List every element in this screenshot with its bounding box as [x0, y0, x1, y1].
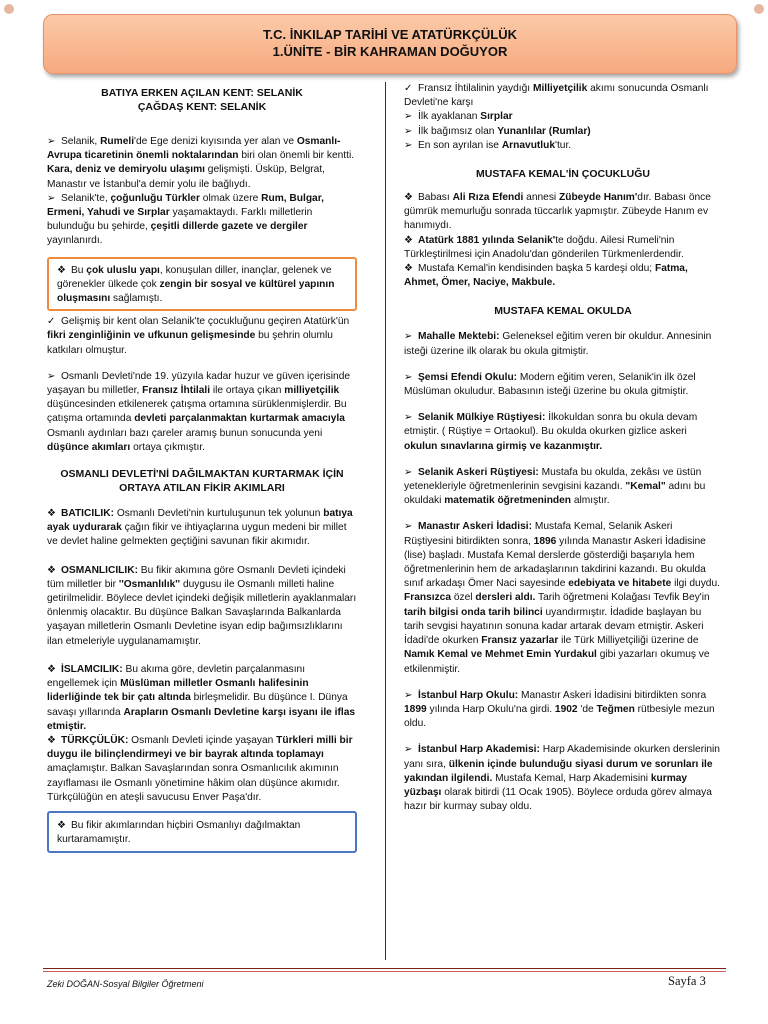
diamond-bullet-icon: ❖	[404, 192, 414, 204]
diamond-bullet-icon: ❖	[57, 264, 67, 276]
paragraph: ➢ Selanik'te, çoğunluğu Türkler olmak üzere Rum, Bulgar, Ermeni, Yahudi ve Sırplar yaşamaktaydı. Farklı milletlerin bulunduğu bu şehirde, çeşitli dillerde gazete ve dergiler yayınlanırdı.	[47, 192, 324, 247]
section-heading: ÇAĞDAŞ KENT: SELANİK	[137, 101, 267, 113]
paragraph: ❖ OSMANLICILIK: Bu fikir akımına göre Osmanlı Devleti içindeki tüm milletler bir ''Osmanlılık'' duygusu ile Osmanlı milleti haline getirilmelidir. Böylece devlet içindeki değişik milletlerin ayaklanmaları önlenmiş olacaktır. Bu düşünce Balkan Savaşlarında Balkanlarda yaşayan milletlerin Osmanlı Devletine isyan edip bağımsızlıklarını ilan etmeleriyle uygulanamamıştır.	[47, 564, 357, 647]
arrow-bullet-icon: ➢	[47, 192, 56, 204]
paragraph: ➢ Manastır Askeri İdadisi: Mustafa Kemal, Selanik Askeri Rüştiyesini bitirdikten sonra, 1896 yılında Manastır Askeri İdadisine (lise) başladı. Mustafa Kemal derslerde gösterdiği başarıyla hem öğretmenlerinin hem de arkadaşlarının takdirini kazandı. Bu okulda sınıf arkadaşı Ömer Naci sayesinde edebiyata ve hitabete ilgi duydu. Fransızca özel dersleri aldı. Tarih öğretmeni Kolağası Tevfik Bey'in tarih bilgisi onda tarih bilinci uyandırmıştır. İdadide başlayan bu tarih sevgisi hayatının sonuna kadar artarak devam etmiştir. Askeri İdadi'de okurken Fransız yazarlar ile Türk Milliyetçiliği üzerine de Namık Kemal ve Mehmet Emin Yurdakul gibi yazarları okumuş ve etkilenmiştir.	[404, 521, 720, 675]
paragraph: ❖ Babası Ali Rıza Efendi annesi Zübeyde Hanım'dır. Babası önce gümrük memurluğu sonrada tüccarlık yapmıştır. Zübeyde Hanım ev hanımıydı.	[404, 192, 711, 232]
paragraph: ➢ Mahalle Mektebi: Geleneksel eğitim veren bir okuldur. Annesinin isteği üzerine ilk olarak bu okula gitmiştir.	[404, 331, 712, 357]
paragraph: ❖ Mustafa Kemal'in kendisinden başka 5 kardeşi oldu; Fatma, Ahmet, Ömer, Naciye, Makbule.	[404, 263, 688, 289]
diamond-bullet-icon: ❖	[57, 819, 67, 831]
footer-rule	[43, 968, 726, 969]
page-number: Sayfa 3	[668, 974, 706, 988]
diamond-bullet-icon: ❖	[47, 734, 57, 746]
paragraph: ➢ Şemsi Efendi Okulu: Modern eğitim veren, Selanik'in ilk özel Müslüman okuludur. Babasının isteği üzerine bu okula gitmiştir.	[404, 371, 696, 398]
paragraph: ❖ Atatürk 1881 yılında Selanik'te doğdu. Ailesi Rumeli'nin Türkleştirilmesi için Anadolu'dan gönderilen Türkmenlerdendir.	[404, 234, 684, 260]
arrow-bullet-icon: ➢	[404, 331, 413, 343]
arrow-bullet-icon: ➢	[404, 521, 413, 533]
paragraph: ❖ Bu fikir akımlarından hiçbiri Osmanlıyı dağılmaktan kurtaramamıştır.	[57, 819, 301, 846]
diamond-bullet-icon: ❖	[47, 508, 57, 520]
paragraph: ❖ İSLAMCILIK: Bu akıma göre, devletin parçalanmasını engellemek için Müslüman milletler Osmanlı halifesinin liderliğinde tek bir çatı altında birleşmelidir. Bu düşünce I. Dünya savaşı yıllarında Arapların Osmanlı Devletine karşı isyanı ile iflas etmiştir.	[47, 663, 356, 732]
paragraph: ✓ Fransız İhtilalinin yaydığı Milliyetçilik akımı sonucunda Osmanlı Devleti'ne karşı	[404, 83, 709, 109]
paragraph: ❖ Bu çok uluslu yapı, konuşulan diller, inançlar, gelenek ve görenekler ülkede çok zengin bir sosyal ve kültürel yapının oluşmasını sağlamıştı.	[57, 264, 335, 305]
arrow-bullet-icon: ➢	[404, 125, 413, 137]
arrow-bullet-icon: ➢	[404, 371, 413, 383]
section-heading: ORTAYA ATILAN FİKİR AKIMLARI	[119, 482, 285, 495]
section-heading: MUSTAFA KEMAL'İN ÇOCUKLUĞU	[476, 168, 650, 181]
paragraph: ➢ Selanik Askeri Rüştiyesi: Mustafa bu okulda, zekâsı ve üstün yetenekleriyle öğretmenlerinin sevgisini kazandı. "Kemal" adını bu okuldaki matematik öğretmeninden almıştır.	[404, 466, 706, 507]
arrow-bullet-icon: ➢	[404, 466, 413, 478]
arrow-bullet-icon: ➢	[47, 370, 56, 382]
footer-author: Zeki DOĞAN-Sosyal Bilgiler Öğretmeni	[47, 979, 204, 989]
check-bullet-icon: ✓	[47, 316, 56, 328]
left-column	[47, 86, 357, 853]
right-column	[404, 82, 722, 814]
paragraph: ➢ İstanbul Harp Akademisi: Harp Akademisinde okurken derslerinin yanı sıra, ülkenin içinde bulunduğu siyasi durum ve sorunları ile yakından ilgilendi. Mustafa Kemal, Harp Akademisini kurmay yüzbaşı olarak bitirdi (11 Ocak 1905). Böylece orduda görev almaya hazır bir kurmay subay oldu.	[404, 744, 720, 813]
paragraph: ➢ Selanik, Rumeli'de Ege denizi kıyısında yer alan ve Osmanlı-Avrupa ticaretinin önemli noktalarından biri olan önemli bir kentti. Kara, deniz ve demiryolu ulaşımı gelişmişti. Üsküp, Belgrat, Manastır ve İstanbul'a demir yolu ile bağlıydı.	[47, 136, 355, 190]
list-item: ➢ İlk bağımsız olan Yunanlılar (Rumlar)	[404, 125, 722, 139]
diamond-bullet-icon: ❖	[404, 263, 414, 275]
list-item: ➢ En son ayrılan ise Arnavutluk'tur.	[404, 139, 722, 153]
section-heading: MUSTAFA KEMAL OKULDA	[494, 305, 632, 318]
arrow-bullet-icon: ➢	[404, 689, 413, 701]
list-item: ➢ İlk ayaklanan Sırplar	[404, 110, 722, 124]
column-divider	[385, 82, 386, 960]
corner-decoration	[754, 4, 764, 14]
footer-rule	[43, 971, 726, 972]
check-bullet-icon: ✓	[404, 83, 413, 94]
highlight-box	[47, 811, 357, 853]
title-line-1: T.C. İNKILAP TARİHİ VE ATATÜRKÇÜLÜK	[263, 27, 517, 42]
diamond-bullet-icon: ❖	[47, 663, 57, 675]
title-banner	[43, 14, 737, 74]
diamond-bullet-icon: ❖	[47, 564, 57, 576]
arrow-bullet-icon: ➢	[404, 111, 413, 123]
arrow-bullet-icon: ➢	[404, 139, 413, 151]
paragraph: ➢ Osmanlı Devleti'nde 19. yüzyıla kadar huzur ve güven içerisinde yaşayan bu milletler, Fransız İhtilali ile ortaya çıkan milliyetçilik düşüncesinden etkilenerek çatışma ortamına sürüklenmişlerdir. Bu çatışma ortamında devleti parçalanmaktan kurtarmak amacıyla Osmanlı aydınları bazı çareler aramış bunun sonucunda yeni düşünce akımları ortaya çıkmıştır.	[47, 370, 351, 453]
paragraph: ❖ BATICILIK: Osmanlı Devleti'nin kurtuluşunun tek yolunun batıya ayak uydurarak çağın fikir ve ihtiyaçlarına uygun medeni bir millet ve devlet haline gelmekten geçtiğini savunan fikir akımıdır.	[47, 508, 353, 548]
paragraph: ➢ Selanik Mülkiye Rüştiyesi: İlkokuldan sonra bu okula devam etmiştir. ( Rüştiye = Ortaokul). Bu okulda okurken gizlice askeri okulun sınavlarına girmiş ve kazanmıştır.	[404, 412, 698, 452]
arrow-bullet-icon: ➢	[404, 744, 413, 756]
paragraph: ➢ İstanbul Harp Okulu: Manastır Askeri İdadisini bitirdikten sonra 1899 yılında Harp Okulu'na girdi. 1902 'de Teğmen rütbesiyle mezun oldu.	[404, 689, 715, 730]
title-line-2: 1.ÜNİTE - BİR KAHRAMAN DOĞUYOR	[272, 44, 508, 59]
corner-decoration	[4, 4, 14, 14]
paragraph: ✓ Gelişmiş bir kent olan Selanik'te çocukluğunu geçiren Atatürk'ün fikri zenginliğinin ve ufkunun gelişmesinde bu şehrin olumlu katkıları olmuştur.	[47, 316, 350, 356]
highlight-box	[47, 257, 357, 312]
arrow-bullet-icon: ➢	[404, 412, 413, 424]
section-heading: BATIYA ERKEN AÇILAN KENT: SELANİK	[101, 87, 303, 99]
paragraph: ❖ TÜRKÇÜLÜK: Osmanlı Devleti içinde yaşayan Türkleri milli bir duygu ile bilinçlendirmeyi ve bir bayrak altında toplamayı amaçlamıştır. Balkan Savaşlarından sonra Osmanlıcılık akımının zayıflaması ile Osmanlı yönetimine hâkim olan düşünce akımıdır. Türkçülüğün en ateşli savucusu Enver Paşa'dır.	[47, 734, 353, 803]
diamond-bullet-icon: ❖	[404, 234, 414, 246]
arrow-bullet-icon: ➢	[47, 136, 56, 147]
section-heading: OSMANLI DEVLETİ'Nİ DAĞILMAKTAN KURTARMAK İÇİN	[60, 468, 344, 481]
